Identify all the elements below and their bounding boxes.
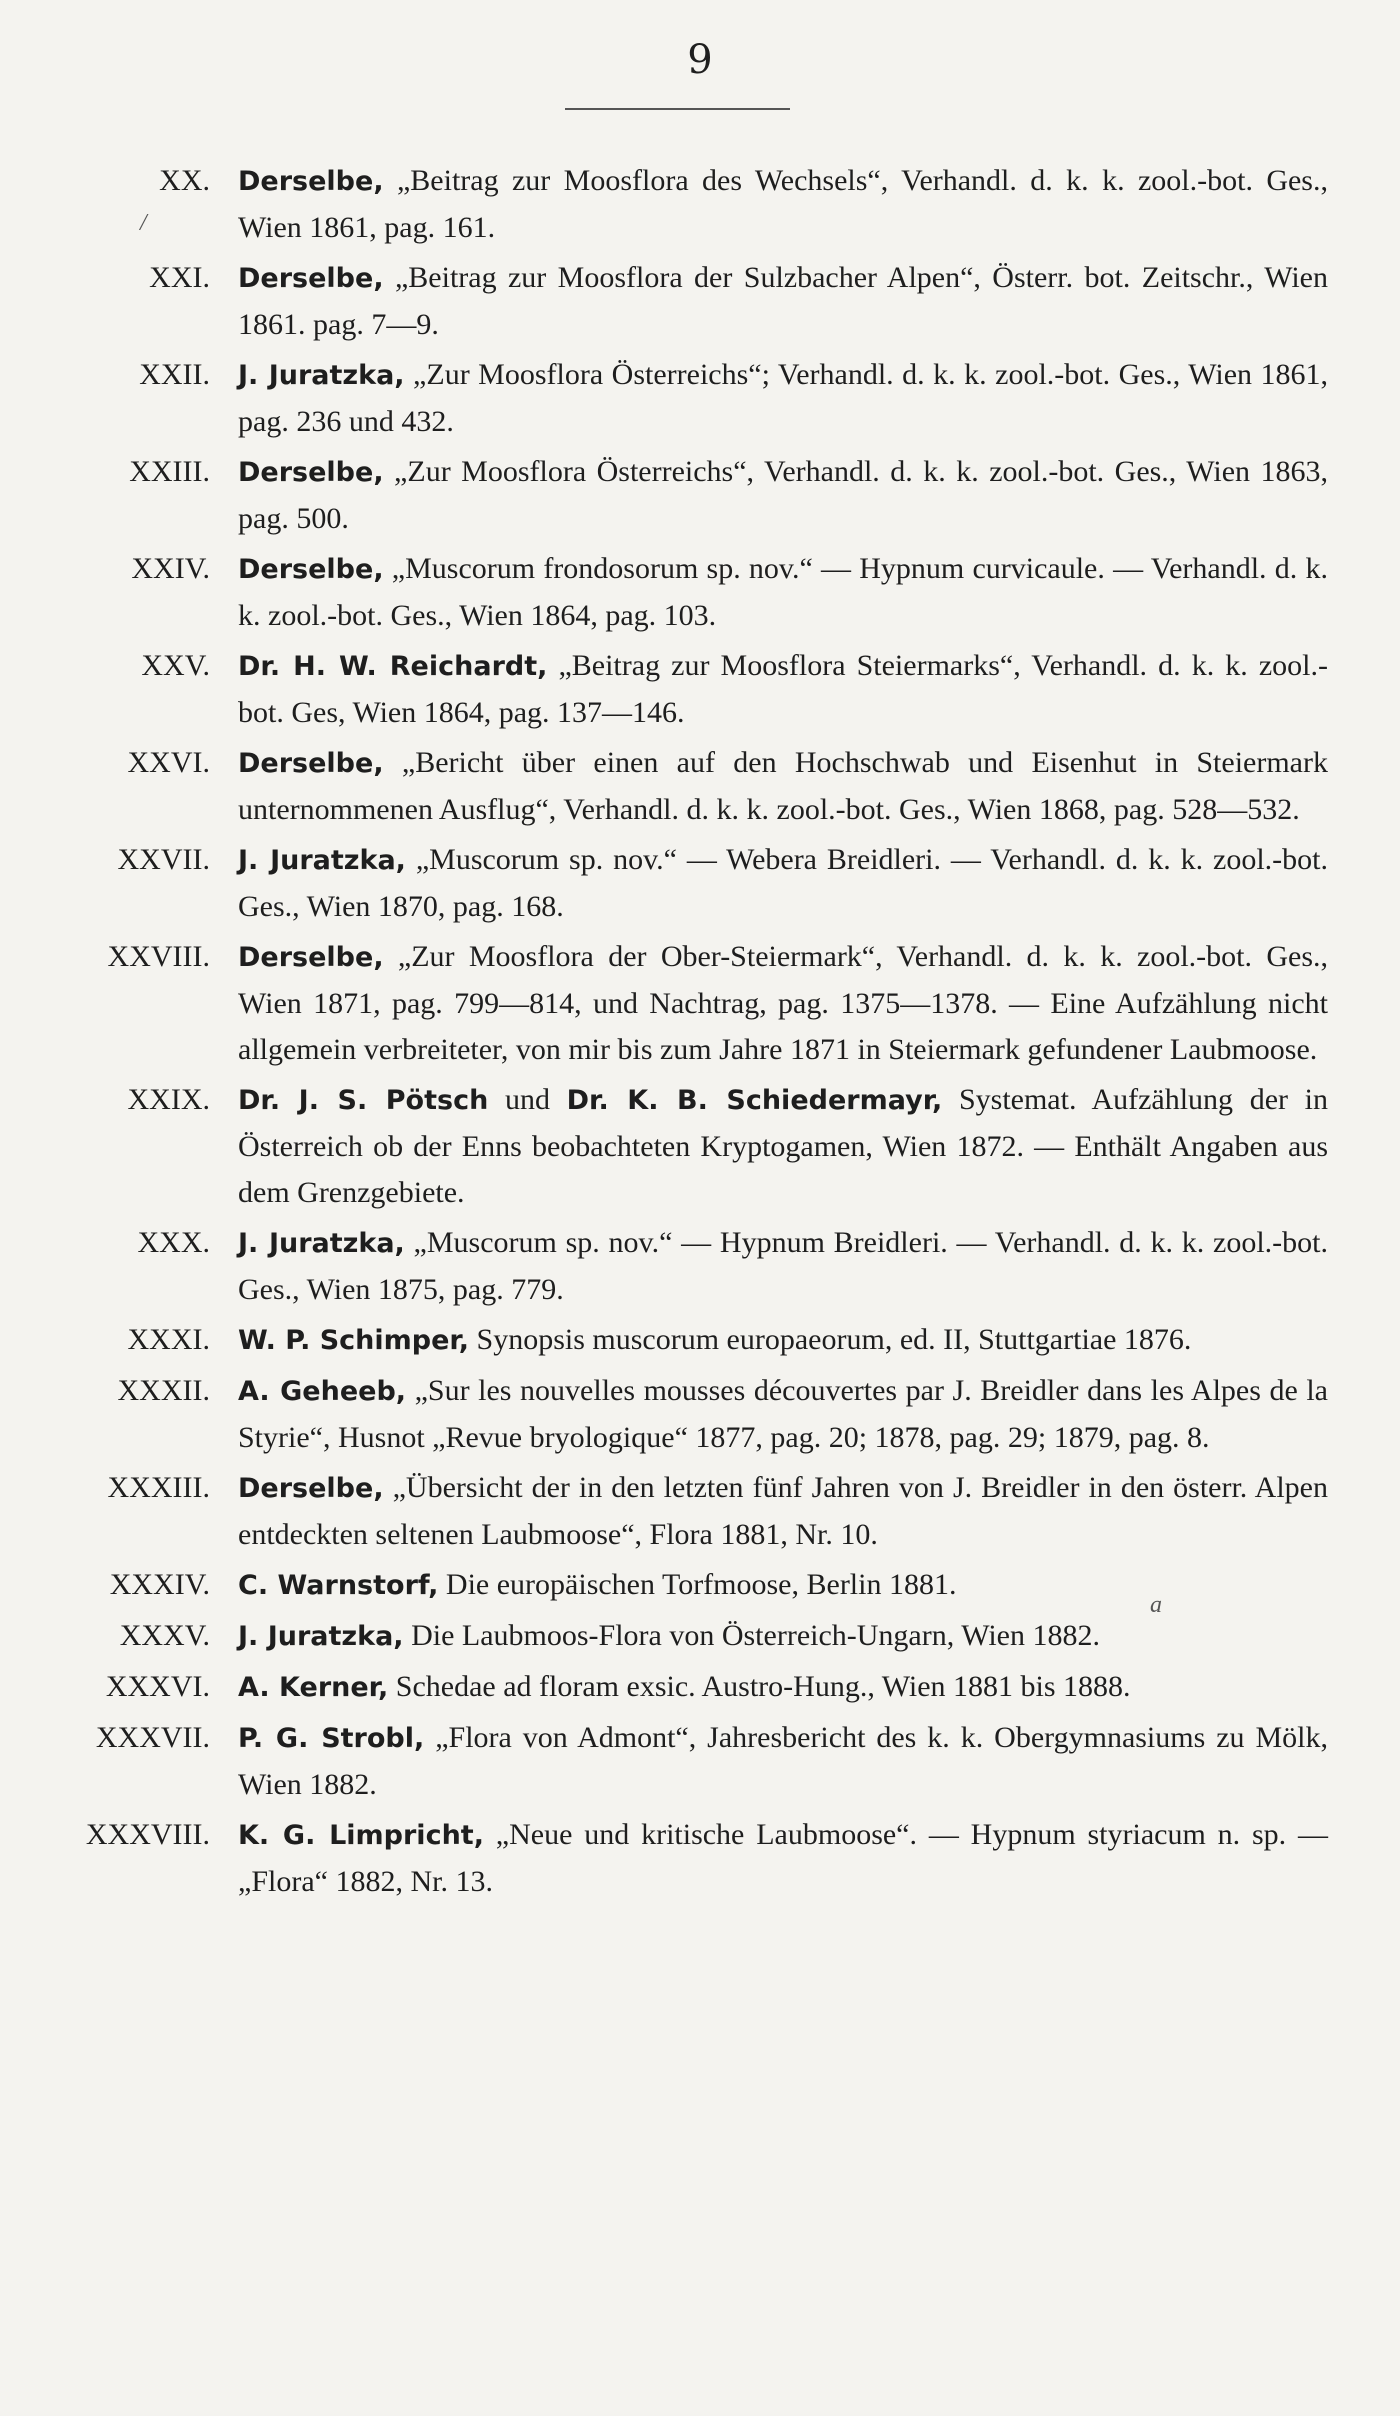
entry-text (238, 643, 1328, 736)
bibliography-entry (0, 352, 1400, 445)
entry-text (238, 546, 1328, 639)
entry-citation: Synopsis muscorum europaeorum, ed. II, Stuttgartiae 1876. (469, 1323, 1192, 1356)
entry-text (238, 1465, 1328, 1558)
margin-stroke-mark: / (140, 210, 147, 236)
entry-numeral: XXI. (149, 261, 210, 294)
entry-numeral: XXIV. (131, 552, 210, 585)
entry-citation: „Sur les nouvelles mousses découvertes par J. Breidler dans les Alpes de la Styrie“, Husnot „Revue bryologique“ 1877, pag. 20; 1878, pag. 29; 1879, pag. 8. (238, 1374, 1328, 1454)
bibliography-list (0, 158, 1400, 1909)
entry-citation: Schedae ad floram exsic. Austro-Hung., Wien 1881 bis 1888. (388, 1670, 1131, 1703)
entry-numeral: XXXVI. (105, 1670, 210, 1703)
entry-numeral: XXX. (137, 1226, 210, 1259)
entry-author: K. G. Limpricht, (238, 1820, 484, 1851)
entry-author: Derselbe, (238, 942, 384, 973)
entry-text (238, 1368, 1328, 1461)
entry-citation: „Muscorum sp. nov.“ — Webera Breidleri. — Verhandl. d. k. k. zool.-bot. Ges., Wien 1870, pag. 168. (238, 843, 1329, 923)
entry-citation: „Zur Moosflora Österreichs“, Verhandl. d. k. k. zool.-bot. Ges., Wien 1863, pag. 500. (238, 455, 1328, 535)
entry-numeral: XXXIV. (109, 1568, 210, 1601)
entry-text (238, 449, 1328, 542)
entry-numeral: XXXII. (117, 1374, 210, 1407)
entry-text (238, 352, 1328, 445)
bibliography-entry (0, 837, 1400, 930)
entry-citation: „Übersicht der in den letzten fünf Jahren von J. Breidler in den österr. Alpen entdeckten seltenen Laubmoose“, Flora 1881, Nr. 10. (238, 1471, 1328, 1551)
entry-author: J. Juratzka, (238, 1621, 404, 1652)
entry-numeral: XXVII. (117, 843, 210, 876)
entry-text (238, 255, 1328, 348)
entry-numeral: XXIX. (127, 1083, 210, 1116)
entry-author: Derselbe, (238, 554, 384, 585)
bibliography-entry (0, 643, 1400, 736)
entry-citation: „Muscorum sp. nov.“ — Hypnum Breidleri. — Verhandl. d. k. k. zool.-bot. Ges., Wien 1875, pag. 779. (238, 1226, 1329, 1306)
entry-author: A. Geheeb, (238, 1376, 407, 1407)
entry-citation: „Neue und kritische Laubmoose“. — Hypnum styriacum n. sp. — „Flora“ 1882, Nr. 13. (238, 1818, 1328, 1898)
entry-text (238, 1613, 1328, 1660)
entry-citation: Systemat. Aufzählung der in Österreich ob der Enns beobachteten Kryptogamen, Wien 1872. — Enthält Angaben aus dem Grenzgebiete. (238, 1083, 1328, 1209)
entry-author: Derselbe, (238, 457, 384, 488)
bibliography-entry (0, 740, 1400, 833)
bibliography-entry (0, 1664, 1400, 1711)
bibliography-entry (0, 1465, 1400, 1558)
entry-citation: „Flora von Admont“, Jahresbericht des k. k. Obergymnasiums zu Mölk, Wien 1882. (238, 1721, 1328, 1801)
bibliography-entry (0, 255, 1400, 348)
entry-author: Derselbe, (238, 166, 384, 197)
entry-citation: „Beitrag zur Moosflora der Sulzbacher Alpen“, Österr. bot. Zeitschr., Wien 1861. pag. 7—9. (238, 261, 1328, 341)
entry-numeral: XXXI. (127, 1323, 210, 1356)
entry-text (238, 1715, 1328, 1808)
entry-citation: „Zur Moosflora der Ober-Steiermark“, Verhandl. d. k. k. zool.-bot. Ges., Wien 1871, pag. 799—814, und Nachtrag, pag. 1375—1378. — Eine Aufzählung nicht allgemein verbreiteter, von mir bis zum Jahre 1871 in Steiermark gefundener Laubmoose. (238, 940, 1328, 1066)
bibliography-entry (0, 1077, 1400, 1216)
header-rule (565, 108, 790, 110)
entry-author: Dr. J. S. Pötsch (238, 1085, 489, 1116)
entry-author: W. P. Schimper, (238, 1325, 470, 1356)
entry-numeral: XXII. (139, 358, 210, 391)
bibliography-entry (0, 158, 1400, 251)
bibliography-entry (0, 1562, 1400, 1609)
entry-connector: und (488, 1083, 567, 1116)
entry-text (238, 158, 1328, 251)
entry-numeral: XXXV. (119, 1619, 210, 1652)
entry-author: P. G. Strobl, (238, 1723, 425, 1754)
entry-citation: Die Laubmoos-Flora von Österreich-Ungarn, Wien 1882. (403, 1619, 1100, 1652)
bibliography-entry (0, 449, 1400, 542)
entry-author: J. Juratzka, (238, 360, 405, 391)
entry-citation: „Beitrag zur Moosflora Steiermarks“, Verhandl. d. k. k. zool.-bot. Ges, Wien 1864, pag. 137—146. (238, 649, 1328, 729)
bibliography-entry (0, 1613, 1400, 1660)
entry-citation: „Muscorum frondosorum sp. nov.“ — Hypnum curvicaule. — Verhandl. d. k. k. zool.-bot. Ges., Wien 1864, pag. 103. (238, 552, 1328, 632)
entry-numeral: XXIII. (129, 455, 210, 488)
entry-numeral: XXXIII. (107, 1471, 210, 1504)
entry-author: Derselbe, (238, 1473, 384, 1504)
entry-text (238, 1812, 1328, 1905)
bibliography-entry (0, 1812, 1400, 1905)
entry-text (238, 1220, 1328, 1313)
bibliography-entry (0, 1715, 1400, 1808)
entry-text (238, 740, 1328, 833)
entry-numeral: XXVIII. (107, 940, 210, 973)
entry-citation: „Zur Moosflora Österreichs“; Verhandl. d. k. k. zool.-bot. Ges., Wien 1861, pag. 236 und 432. (238, 358, 1328, 438)
entry-numeral: XXXVII. (95, 1721, 210, 1754)
entry-numeral: XX. (159, 164, 210, 197)
entry-text (238, 934, 1328, 1073)
entry-text (238, 1317, 1328, 1364)
page-number: 9 (687, 37, 713, 83)
entry-coauthor: Dr. K. B. Schiedermayr, (566, 1085, 943, 1116)
bibliography-entry (0, 546, 1400, 639)
entry-author: Dr. H. W. Reichardt, (238, 651, 548, 682)
entry-text (238, 837, 1328, 930)
bibliography-entry (0, 1317, 1400, 1364)
entry-text (238, 1664, 1328, 1711)
entry-citation: „Bericht über einen auf den Hochschwab und Eisenhut in Steiermark unternommenen Ausflug“, Verhandl. d. k. k. zool.-bot. Ges., Wien 1868, pag. 528—532. (238, 746, 1328, 826)
entry-numeral: XXXVIII. (85, 1818, 210, 1851)
entry-numeral: XXV. (141, 649, 210, 682)
entry-author: Derselbe, (238, 263, 384, 294)
entry-author: J. Juratzka, (238, 845, 406, 876)
entry-text (238, 1077, 1328, 1216)
entry-citation: Die europäischen Torfmoose, Berlin 1881. (438, 1568, 957, 1601)
entry-text (238, 1562, 1328, 1609)
entry-author: C. Warnstorf, (238, 1570, 439, 1601)
entry-citation: „Beitrag zur Moosflora des Wechsels“, Verhandl. d. k. k. zool.-bot. Ges., Wien 1861, pag. 161. (238, 164, 1328, 244)
entry-numeral: XXVI. (127, 746, 210, 779)
entry-author: J. Juratzka, (238, 1228, 405, 1259)
bibliography-entry (0, 1368, 1400, 1461)
entry-author: A. Kerner, (238, 1672, 389, 1703)
bibliography-entry (0, 1220, 1400, 1313)
entry-author: Derselbe, (238, 748, 384, 779)
handwritten-correction: a (1150, 1592, 1162, 1618)
bibliography-entry (0, 934, 1400, 1073)
